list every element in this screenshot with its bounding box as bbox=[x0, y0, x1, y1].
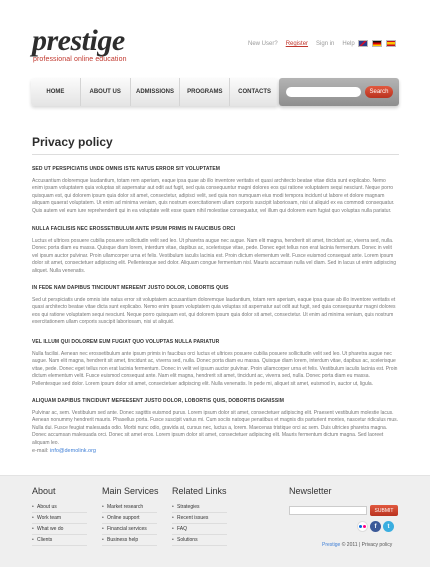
section-heading: NULLA FACILISIS NEC EROSSETIBULUM ANTE IPSUM PRIMIS IN FAUCIBUS ORCI bbox=[32, 226, 236, 232]
email-label: e-mail: bbox=[32, 448, 49, 454]
section-text: Nulla facilisi. Aenean nec erossetibulum ante ipsum primis in faucibus orci luctus et ultrices posuere cubilia posuere sollicitudin velit sed leo. Ut pharetra augue nec augue. Nam elit magna, hendrerit sit amet, tincidunt ac, viverra sed, nulla. Donec porta diam eu massa. Quisque diam lorem, interdum vitae, dapibus ac, scelerisque vitae, pede. Donec eget tellus non erat lacinia fermentum. Donec in velit vel ipsum auctor pulvinar. Proin ullamcorper urna et felis. Vestibulum iaculis lacinia est. Proin dictum elementum velit. Fusce euismod consequat ante. Nam elit magna, hendrerit sit amet, tincidunt ac, viverra sed, nulla. Donec porta diam eu massa. Pellentesque sed dolor. Lorem ipsum dolor sit amet, consectetuer adipiscing elit. Nulla venenatis. In pede mi, aliquet sit amet, euismod in, auctor ut, ligula. bbox=[32, 351, 398, 387]
section-heading: IN FEDE NAM DAPIBUS TINCIDUNT MEREENT JUSTO DOLOR, LOBORTIS QUIS bbox=[32, 285, 229, 291]
site-footer bbox=[0, 475, 430, 567]
section-text: Luctus et ultrices posuere cubilia posuere sollicitudin velit sed leo. Ut pharetra augue nec augue. Nam elit magna, hendrerit sit amet, tincidunt ac, viverra sed, nulla. Donec porta diam eu massa. Quisque diam lorem, interdum vitae, dapibus ac, scelerisque vitae, pede. Donec eget tellus non erat lacinia fermentum. Donec in velit vel ipsum auctor pulvinar. Proin ullamcorper urna et felis. Vestibulum iaculis lacinia est. Proin dictum elementum velit. Fusce euismod consequat ante. Lorem ipsum dolor sit amet, consectetuer adipiscing elit. Pellentesque sed dolor. Aliquam congue fermentum nisl. Mauris accumsan nulla vel diam. Sed in lacus ut enim adipiscing aliquet. Nulla venenatis. bbox=[32, 238, 397, 274]
search-button[interactable]: Search bbox=[365, 86, 393, 98]
footer-links bbox=[172, 486, 227, 546]
footer-link[interactable]: • About us bbox=[32, 502, 87, 513]
twitter-icon[interactable]: t bbox=[383, 521, 394, 532]
section-heading: SED UT PERSPICIATIS UNDE OMNIS ISTE NATUS ERROR SIT VOLUPTATEM bbox=[32, 166, 221, 172]
site-logo[interactable]: prestige bbox=[32, 24, 125, 57]
flickr-icon[interactable] bbox=[357, 521, 368, 532]
footer-link[interactable]: • Online support bbox=[102, 513, 157, 524]
footer-about-title: About bbox=[32, 486, 56, 496]
menu-contacts[interactable]: CONTACTS bbox=[238, 89, 272, 95]
register-link[interactable]: Register bbox=[285, 41, 309, 47]
newsletter-title: Newsletter bbox=[289, 486, 332, 496]
new-user-text: New User? bbox=[248, 41, 278, 47]
footer-links-title: Related Links bbox=[172, 486, 227, 496]
policy-section bbox=[32, 398, 398, 447]
footer-services-title: Main Services bbox=[102, 486, 159, 496]
footer-link[interactable]: • Financial services bbox=[102, 524, 157, 535]
email-link[interactable]: info@demolink.org bbox=[50, 448, 96, 454]
privacy-policy-link[interactable]: Privacy policy bbox=[361, 542, 393, 548]
menu-admissions[interactable]: ADMISSIONS bbox=[131, 78, 181, 106]
footer-link[interactable]: • What we do bbox=[32, 524, 87, 535]
search-panel bbox=[279, 78, 399, 106]
search-input[interactable] bbox=[286, 87, 361, 97]
footer-services bbox=[102, 486, 159, 546]
footer-link[interactable]: • Clients bbox=[32, 535, 87, 546]
section-text: Accusantium doloremque laudantium, totam rem aperiam, eaque ipsa quae ab illo inventore veritatis et quasi architecto beatae vitae dicta sunt explicabo. Nemo enim ipsam voluptatem quia voluptas sit aspernatur aut odit aut fugit, sed quia consequuntur magni dolores eos qui ratione voluptatem sequi nesciunt. Neque porro quisquam est, qui dolorem ipsum quia dolor sit amet, consectetur, adipisci velit, sed quia non numquam eius modi tempora incidunt ut labore et dolore magnam aliquam quaerat voluptatem. Ut enim ad minima veniam, quis nostrum exercitationem ullam corporis suscipit laboriosam, nisi ut aliquid ex ea commodi consequatur. Quis autem vel eum iure reprehenderit qui in ea voluptate velit esse quam nihil molestiae consequatur, vel illum qui dolorem eum fugiat quo voluptas nulla pariatur. bbox=[32, 178, 395, 214]
menu-about-us[interactable]: ABOUT US bbox=[81, 78, 131, 106]
footer-link[interactable]: • Recent issues bbox=[172, 513, 227, 524]
footer-link[interactable]: • Market research bbox=[102, 502, 157, 513]
footer-link[interactable]: • Solutions bbox=[172, 535, 227, 546]
footer-link[interactable]: • Strategies bbox=[172, 502, 227, 513]
title-divider bbox=[32, 154, 399, 155]
facebook-icon[interactable]: f bbox=[370, 521, 381, 532]
sign-in-link[interactable]: Sign in bbox=[316, 41, 335, 47]
policy-section bbox=[32, 226, 398, 275]
newsletter-email-input[interactable] bbox=[289, 506, 367, 515]
language-switcher bbox=[358, 40, 396, 47]
english-flag-icon[interactable] bbox=[358, 40, 368, 47]
social-links bbox=[357, 521, 394, 532]
footer-link[interactable]: • Work team bbox=[32, 513, 87, 524]
german-flag-icon[interactable] bbox=[372, 40, 382, 47]
page-title: Privacy policy bbox=[32, 135, 113, 149]
site-tagline: professional online education bbox=[33, 56, 127, 63]
contact-email bbox=[32, 448, 96, 454]
policy-section bbox=[32, 339, 398, 388]
site-header bbox=[0, 0, 430, 140]
section-text: Sed ut perspiciatis unde omnis iste natus error sit voluptatem accusantium doloremque laudantium, totam rem aperiam, eaque ipsa quae ab illo inventore veritatis et quasi architecto beatae vitae dicta sunt explicabo. Nemo enim ipsam voluptatem quia voluptas sit aspernatur aut odit aut fugit, sed quia consequuntur magni dolores eos qui ratione voluptatem sequi nesciunt. Neque porro quisquam est, qui dolorem ipsum quia dolor sit amet, consectetur. Ut enim ad minima veniam, quis nostrum exercitationem ullam corporis suscipit laboriosam, nisi ut aliquid. bbox=[32, 297, 396, 326]
footer-newsletter bbox=[289, 486, 332, 502]
section-heading: ALIQUAM DAPIBUS TINCIDUNT MEFEESENT JUSTO DOLOR, LOBORTIS QUIS, DOBORTIS DIGNISSIM bbox=[32, 398, 285, 404]
section-text: Pulvinar ac, sem. Vestibulum sed ante. Donec sagittis euismod purus. Lorem ipsum dolor sit amet, consectetuer adipiscing elit. Praesent vestibulum molestie lacus. Aenean nonummy hendrerit mauris. Phasellus porta. Fusce suscipit varius mi. Cum sociis natoque penatibus et magnis dis parturient montes, nascetur ridiculus mus. Nulla dui. Fusce feugiat malesuada odio. Morbi nunc odio, gravida at, cursus nec, luctus a, lorem. Maecenas tristique orci ac sem. Duis ultricies pharetra magna. Donec accumsan malesuada orci. Donec sit amet eros. Lorem ipsum dolor sit amet, consectetuer adipiscing elit. Mauris fermentum dictum magna. Sed laoreet aliquam leo. bbox=[32, 410, 399, 446]
policy-section bbox=[32, 166, 398, 215]
help-link[interactable]: Help bbox=[342, 41, 355, 47]
footer-about bbox=[32, 486, 87, 546]
menu-programs[interactable]: PROGRAMS bbox=[180, 78, 230, 106]
spanish-flag-icon[interactable] bbox=[386, 40, 396, 47]
copyright bbox=[322, 542, 392, 548]
footer-link[interactable]: • FAQ bbox=[172, 524, 227, 535]
menu-home[interactable]: HOME bbox=[31, 78, 81, 106]
policy-section bbox=[32, 285, 398, 327]
copyright-text: © 2011 | bbox=[341, 542, 361, 548]
copyright-brand: Prestige bbox=[322, 542, 341, 548]
newsletter-submit-button[interactable]: SUBMIT bbox=[370, 505, 398, 516]
footer-link[interactable]: • Business help bbox=[102, 535, 157, 546]
main-menu bbox=[31, 78, 279, 106]
top-nav bbox=[248, 41, 355, 47]
section-heading: VEL ILLUM QUI DOLOREM EUM FUGIAT QUO VOLUPTAS NULLA PARIATUR bbox=[32, 339, 220, 345]
